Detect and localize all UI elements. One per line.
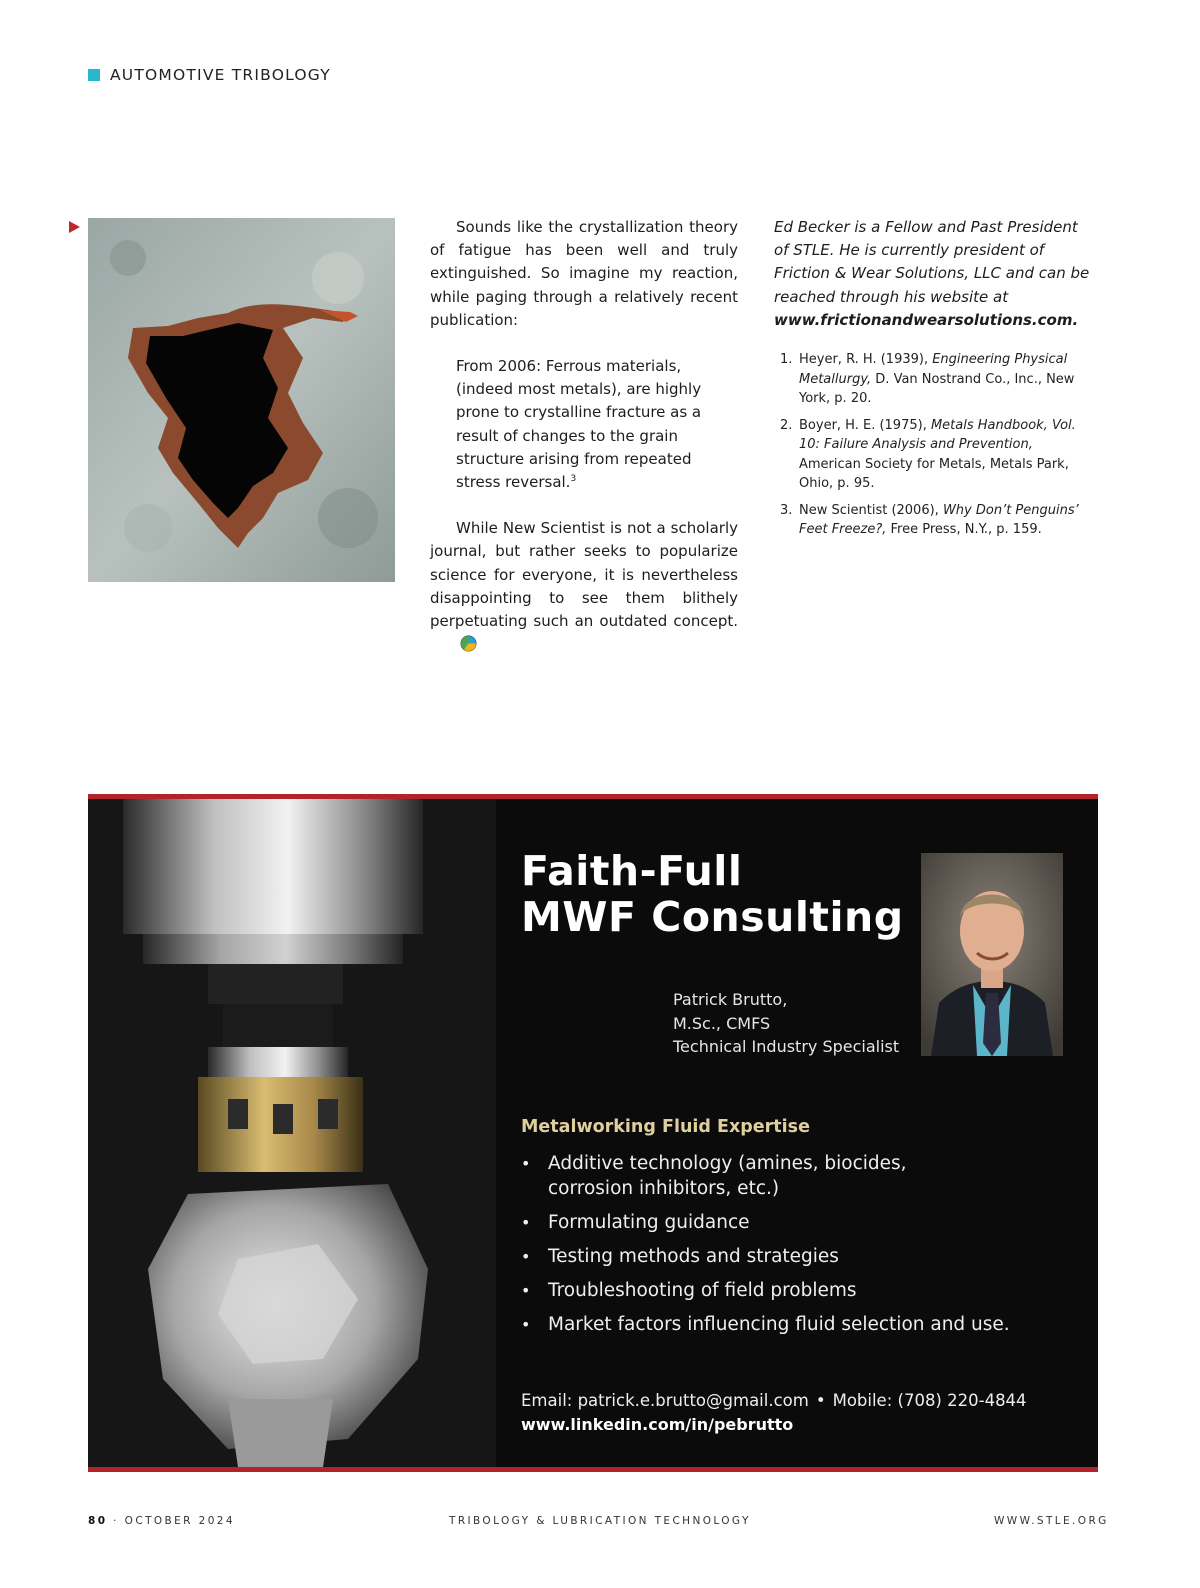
bio-text: Ed Becker is a Fellow and Past President of STLE. He is currently president of Friction & Wear Solutions, LLC and can be reached through his website at [774,218,1090,306]
expertise-heading: Metalworking Fluid Expertise [521,1117,810,1137]
bio-references-column [774,216,1094,547]
footer-dot: · [113,1515,119,1527]
list-item: • Troubleshooting of field problems [521,1278,1010,1303]
consultant-credentials: M.Sc., CMFS [673,1013,771,1033]
article-quote [456,355,738,494]
reference-title: Metals Handbook, Vol. 10: Failure Analysis and Prevention, [799,417,1076,453]
reference-number: 2. [780,417,793,433]
paragraph-2-text: While New Scientist is not a scholarly journal, but rather seeks to popularize science for everyone, it is nevertheless disappointing to see them blithely perpetuating such an outdated concept. [430,519,738,631]
red-triangle-marker-icon [69,221,80,233]
ad-bottom-rule [88,1467,1098,1472]
ad-title-line-2: MWF Consulting [521,893,904,941]
section-label: AUTOMOTIVE TRIBOLOGY [110,66,331,84]
milling-cutter-photo [88,799,496,1467]
reference-author: Heyer, R. H. (1939), [799,352,933,368]
article-column [430,216,738,659]
expertise-list [521,1151,1010,1346]
linkedin-link[interactable]: www.linkedin.com/in/pebrutto [521,1415,794,1434]
reference-item [774,416,1094,494]
references-list [774,350,1094,540]
reference-item [774,350,1094,409]
list-item: • Testing methods and strategies [521,1244,1010,1269]
consultant-role: Technical Industry Specialist [673,1037,900,1056]
rusted-metal-photo [88,218,395,582]
reference-number: 1. [780,352,793,368]
page-number: 80 [88,1515,108,1527]
reference-title: Engineering Physical Metallurgy, [799,352,1068,387]
section-tag [88,66,331,84]
footer-issue [88,1515,235,1527]
list-item: • Market factors influencing fluid selection and use. [521,1312,1010,1337]
mobile-number: Mobile: (708) 220-4844 [832,1391,1027,1410]
list-item: • Formulating guidance [521,1210,1010,1235]
article-paragraph-1: Sounds like the crystallization theory of fatigue has been well and truly extinguished. So imagine my reaction, while paging through a relatively recent publication: [430,218,738,329]
consultant-name: Patrick Brutto, [673,990,788,1009]
footnote-ref-3: 3 [570,474,577,485]
reference-item [774,501,1094,540]
reference-author: New Scientist (2006), [799,502,943,518]
reference-number: 3. [780,502,793,518]
quote-text: From 2006: Ferrous materials, (indeed most metals), are highly prone to crystalline fracture as a result of changes to the grain structure arising from repeated stress reversal. [456,357,702,492]
reference-author: Boyer, H. E. (1975), [799,417,931,433]
advertisement-faith-full-mwf [88,794,1098,1472]
contact-separator: • [815,1391,826,1410]
author-bio [774,216,1094,332]
consultant-portrait-photo [921,853,1063,1056]
reference-publisher: Free Press, N.Y., p. 159. [886,522,1042,538]
ad-title [521,848,904,940]
email-link[interactable]: Email: patrick.e.brutto@gmail.com [521,1391,809,1410]
publication-name: TRIBOLOGY & LUBRICATION TECHNOLOGY [449,1515,751,1527]
stle-end-mark-icon [434,635,477,659]
ad-title-line-1: Faith-Full [521,847,743,895]
reference-publisher: American Society for Metals, Metals Park, Ohio, p. 95. [799,456,1069,492]
reference-publisher: D. Van Nostrand Co., Inc., New York, p. 20. [799,371,1075,407]
bio-website-link[interactable]: www.frictionandwearsolutions.com [774,310,1073,329]
consultant-info [673,988,899,1059]
list-item: • Additive technology (amines, biocides, corrosion inhibitors, etc.) [521,1151,928,1201]
issue-date: OCTOBER 2024 [124,1515,235,1527]
contact-line [521,1391,1027,1410]
article-paragraph-2 [430,517,738,659]
footer-website[interactable]: WWW.STLE.ORG [994,1515,1109,1527]
section-square-icon [88,69,100,81]
reference-title: Why Don’t Penguins’ Feet Freeze?, [799,502,1079,538]
bio-end: . [1072,310,1079,329]
